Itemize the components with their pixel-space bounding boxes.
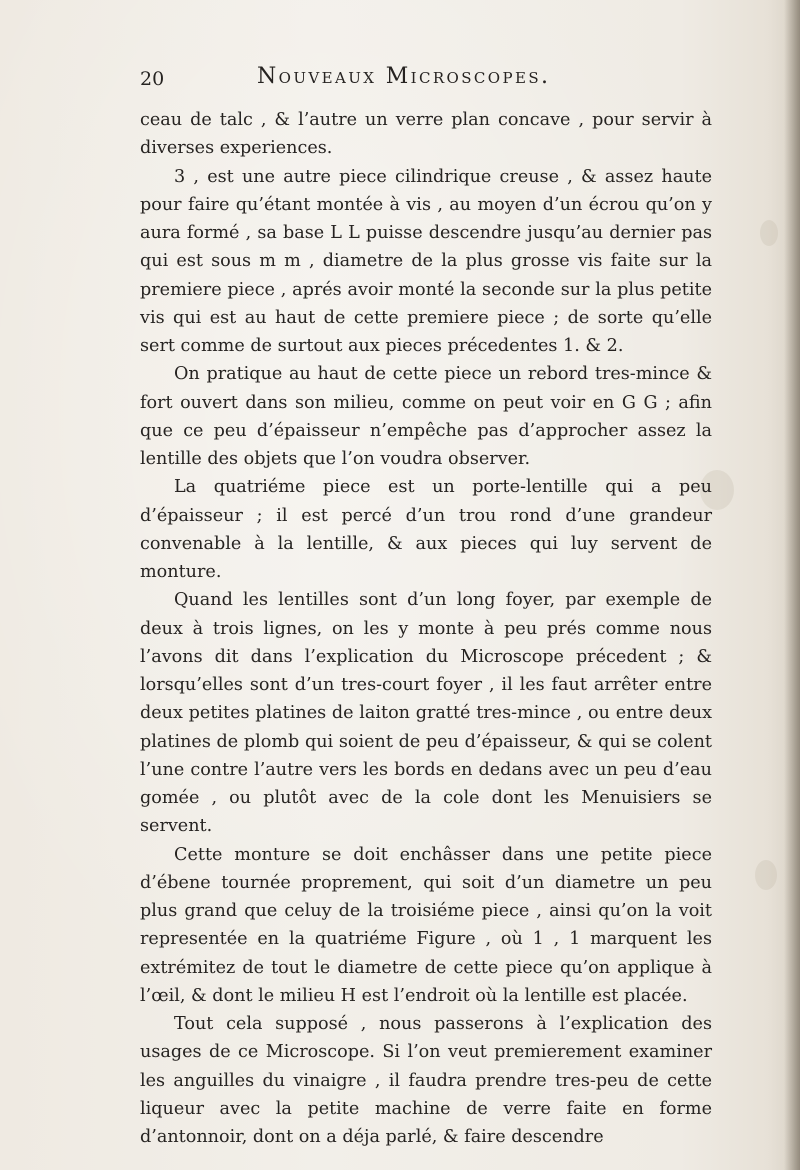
page-edge-shadow [784,0,800,1170]
paragraph: La quatriéme piece est un porte-lentille qui a peu d’épaisseur ; il est percé d’un trou rond d’une grandeur convenable à la lentille, & aux pieces qui luy servent de monture. [140,477,712,582]
paper-stain [755,860,777,890]
running-title: Nouveaux Microscopes. [257,64,551,89]
page-header [140,64,720,102]
page-number: 20 [140,68,165,90]
paper-stain [760,220,778,246]
paragraph: Tout cela supposé , nous passerons à l’explication des usages de ce Microscope. Si l’on veut premierement examiner les anguilles du vinaigre , il faudra prendre tres-peu de cette liqueur avec la petite machine de verre faite en forme d’antonnoir, dont on a déja parlé, & faire descendre [140,1014,712,1147]
paragraph-continued: ceau de talc , & l’autre un verre plan concave , pour servir à diverses experiences. [140,110,712,159]
body-text [140,106,712,1151]
paragraph: On pratique au haut de cette piece un rebord tres-mince & fort ouvert dans son milieu, comme on peut voir en G G ; afin que ce peu d’épaisseur n’empêche pas d’approcher assez la lentille des objets que l’on voudra observer. [140,364,712,469]
paragraph: Cette monture se doit enchâsser dans une petite piece d’ébene tournée proprement, qui soit d’un diametre un peu plus grand que celuy de la troisiéme piece , ainsi qu’on la voit representée en la quatriéme Figure , où 1 , 1 marquent les extrémitez de tout le diametre de cette piece qu’on applique à l’œil, & dont le milieu H est l’endroit où la lentille est placée. [140,844,712,1006]
paragraph: 3 , est une autre piece cilindrique creuse , & assez haute pour faire qu’étant montée à vis , au moyen d’un écrou qu’on y aura formé , sa base L L puisse descendre jusqu’au dernier pas qui est sous m m , diametre de la plus grosse vis faite sur la premiere piece , aprés avoir monté la seconde sur la plus petite vis qui est au haut de cette premiere piece ; de sorte qu’elle sert comme de surtout aux pieces précedentes 1. & 2. [140,166,712,356]
paragraph: Quand les lentilles sont d’un long foyer, par exemple de deux à trois lignes, on les y monte à peu prés comme nous l’avons dit dans l’explication du Microscope précedent ; & lorsqu’elles sont d’un tres-court foyer , il les faut arrêter entre deux petites platines de laiton gratté tres-mince , ou entre deux platines de plomb qui soient de peu d’épaisseur, & qui se colent l’une contre l’autre vers les bords en dedans avec un peu d’eau gomée , ou plutôt avec de la cole dont les Menuisiers se servent. [140,590,712,837]
